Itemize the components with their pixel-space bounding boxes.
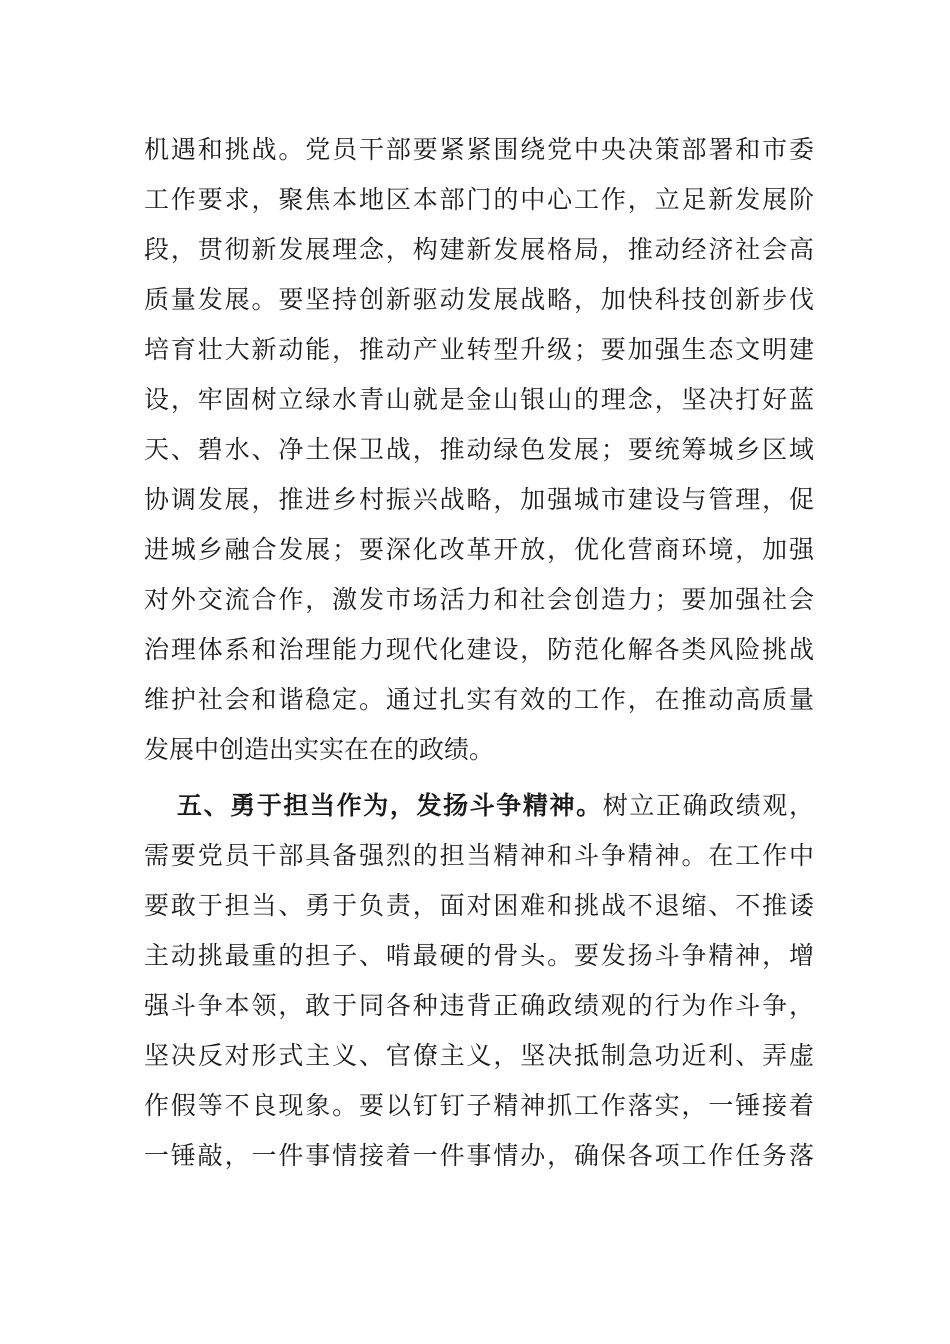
paragraph-line: 作假等不良现象。要以钉钉子精神抓工作落实，一锤接着 bbox=[144, 1091, 814, 1120]
paragraph-line: 治理体系和治理能力现代化建设，防范化解各类风险挑战 bbox=[144, 635, 814, 664]
paragraph-line: 天、碧水、净土保卫战，推动绿色发展；要统筹城乡区域 bbox=[144, 435, 814, 464]
paragraph-line: 机遇和挑战。党员干部要紧紧围绕党中央决策部署和市委 bbox=[144, 135, 814, 164]
paragraph-line: 段，贯彻新发展理念，构建新发展格局，推动经济社会高 bbox=[144, 235, 814, 264]
paragraph-line: 一锤敲，一件事情接着一件事情办，确保各项工作任务落 bbox=[144, 1141, 814, 1170]
paragraph-line: 质量发展。要坚持创新驱动发展战略，加快科技创新步伐 bbox=[144, 285, 814, 314]
paragraph-line: 协调发展，推进乡村振兴战略，加强城市建设与管理，促 bbox=[144, 485, 814, 514]
paragraph-line: 需要党员干部具备强烈的担当精神和斗争精神。在工作中 bbox=[144, 841, 814, 870]
paragraph-line: 进城乡融合发展；要深化改革开放，优化营商环境，加强 bbox=[144, 535, 814, 564]
paragraph-political-achievements bbox=[144, 125, 814, 775]
paragraph-line: 维护社会和谐稳定。通过扎实有效的工作，在推动高质量 bbox=[144, 685, 814, 714]
paragraph-line: 强斗争本领，敢于同各种违背正确政绩观的行为作斗争， bbox=[144, 991, 814, 1020]
paragraph-line: 对外交流合作，激发市场活力和社会创造力；要加强社会 bbox=[144, 585, 814, 614]
paragraph-section-five bbox=[144, 781, 814, 1181]
paragraph-line: 要敢于担当、勇于负责，面对困难和挑战不退缩、不推诿 bbox=[144, 891, 814, 920]
paragraph-line: 设，牢固树立绿水青山就是金山银山的理念，坚决打好蓝 bbox=[144, 385, 814, 414]
paragraph-line: 主动挑最重的担子、啃最硬的骨头。要发扬斗争精神，增 bbox=[144, 941, 814, 970]
paragraph-line: 坚决反对形式主义、官僚主义，坚决抵制急功近利、弄虚 bbox=[144, 1041, 814, 1070]
section-heading-continuation: 树立正确政绩观， bbox=[602, 791, 814, 820]
section-heading: 五、勇于担当作为，发扬斗争精神。 bbox=[177, 791, 603, 820]
section-heading-line bbox=[144, 781, 814, 831]
paragraph-line: 培育壮大新动能，推动产业转型升级；要加强生态文明建 bbox=[144, 335, 814, 364]
paragraph-line: 发展中创造出实实在在的政绩。 bbox=[144, 735, 495, 764]
paragraph-line: 工作要求，聚焦本地区本部门的中心工作，立足新发展阶 bbox=[144, 185, 814, 214]
